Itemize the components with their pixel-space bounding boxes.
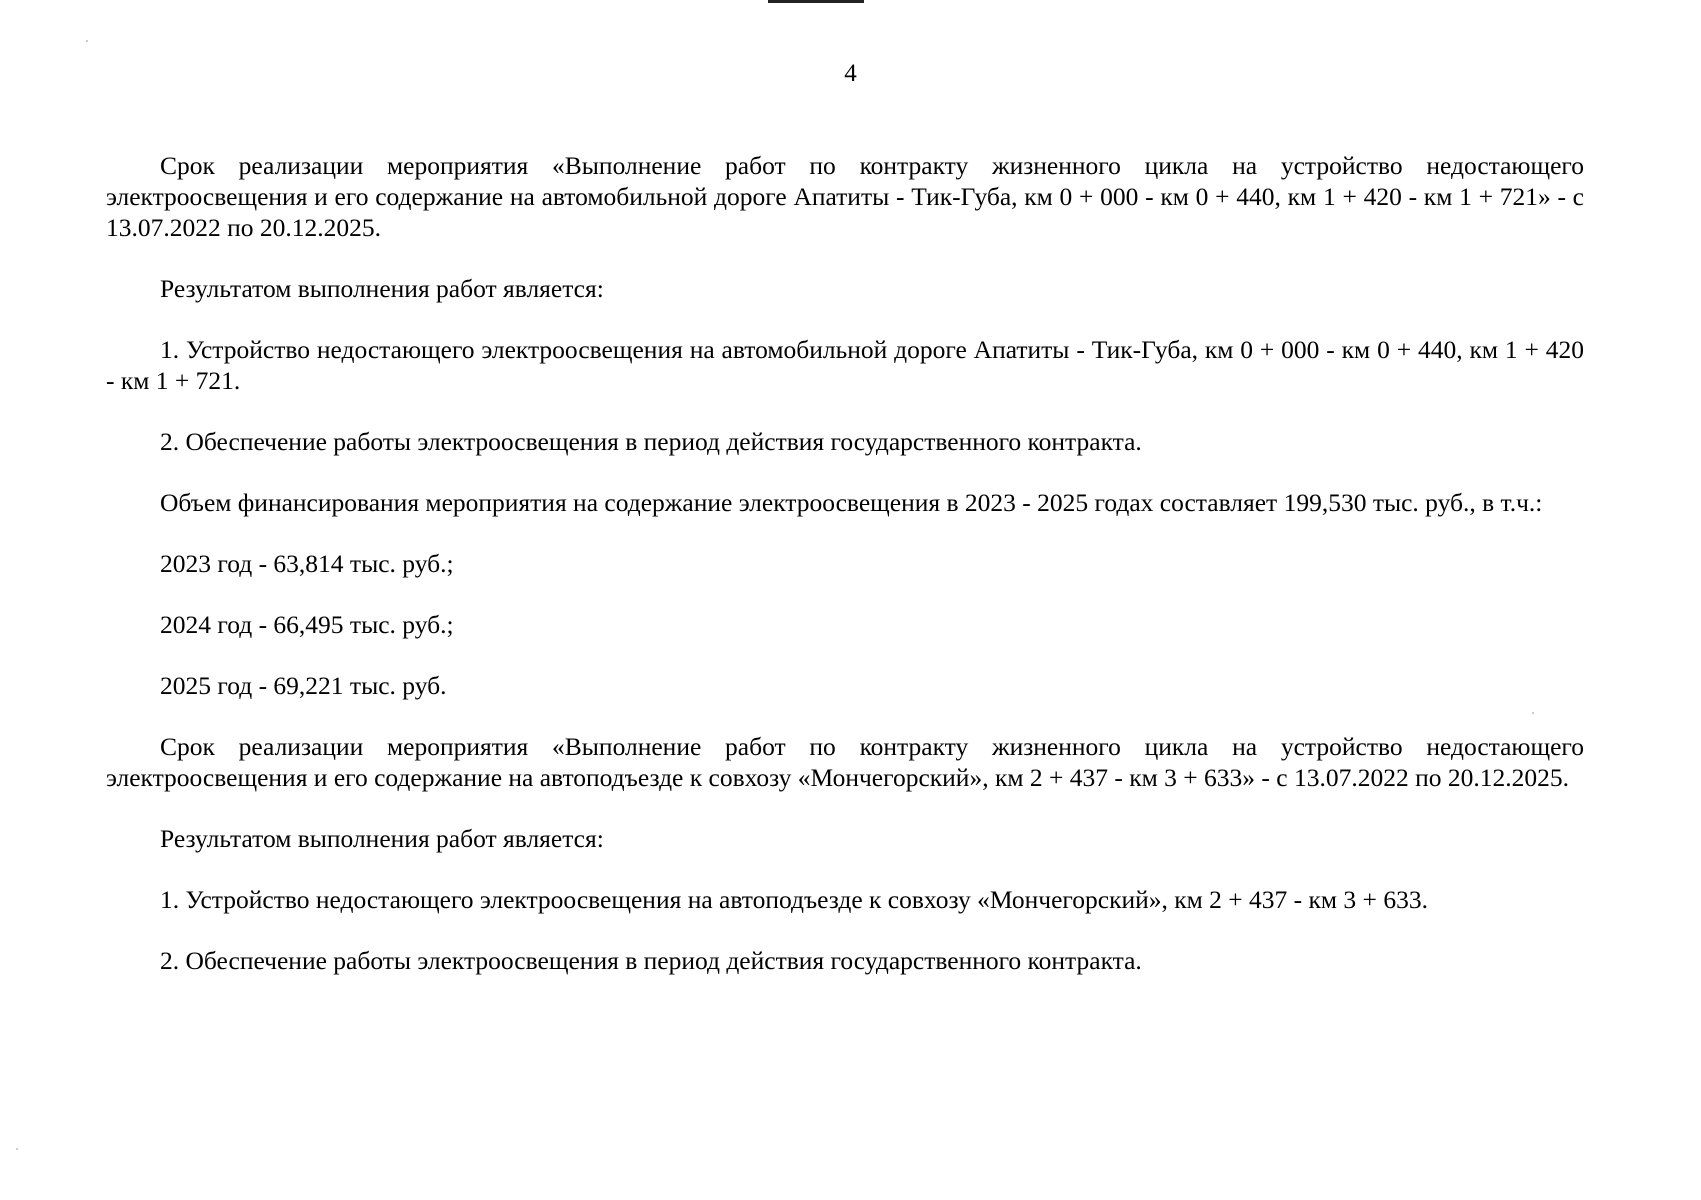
paragraph-financing-2025: 2025 год - 69,221 тыс. руб. bbox=[160, 671, 447, 700]
paragraph-result-item-2b: 2. Обеспечение работы электроосвещения в период действия государственного контракта. bbox=[160, 946, 1142, 975]
scan-speck bbox=[16, 1148, 18, 1150]
paragraph-financing: Объем финансирования мероприятия на содержание электроосвещения в 2023 - 2025 годах составляет 199,530 тыс. руб., в т.ч.: bbox=[160, 488, 1543, 517]
scan-edge-mark bbox=[768, 0, 864, 3]
paragraph-term-monchegorsky: Срок реализации мероприятия «Выполнение работ по контракту жизненного цикла на устройство недостающего электроосвещения и его содержание на автоподъезде к совхозу «Мончегорский», км 2 + 437 - км 3 + 633» - с 13.07.2022 по 20.12.2025. bbox=[106, 732, 1584, 792]
paragraph-result-heading: Результатом выполнения работ является: bbox=[160, 274, 604, 303]
page-number: 4 bbox=[844, 60, 857, 87]
paragraph-result-item-2: 2. Обеспечение работы электроосвещения в период действия государственного контракта. bbox=[160, 427, 1142, 456]
paragraph-result-item-1b: 1. Устройство недостающего электроосвещения на автоподъезде к совхозу «Мончегорский», км 2 + 437 - км 3 + 633. bbox=[160, 885, 1428, 914]
paragraph-result-heading-2: Результатом выполнения работ является: bbox=[160, 824, 604, 853]
document-body bbox=[106, 150, 1584, 1006]
paragraph-term-apatity: Срок реализации мероприятия «Выполнение работ по контракту жизненного цикла на устройство недостающего электроосвещения и его содержание на автомобильной дороге Апатиты - Тик-Губа, км 0 + 000 - км 0 + 440, км 1 + 420 - км 1 + 721» - с 13.07.2022 по 20.12.2025. bbox=[106, 151, 1584, 242]
paragraph-result-item-1: 1. Устройство недостающего электроосвещения на автомобильной дороге Апатиты - Тик-Губа, км 0 + 000 - км 0 + 440, км 1 + 420 - км 1 + 721. bbox=[106, 335, 1584, 395]
paragraph-financing-2024: 2024 год - 66,495 тыс. руб.; bbox=[160, 610, 454, 639]
paragraph-financing-2023: 2023 год - 63,814 тыс. руб.; bbox=[160, 549, 454, 578]
scan-speck bbox=[86, 40, 88, 42]
